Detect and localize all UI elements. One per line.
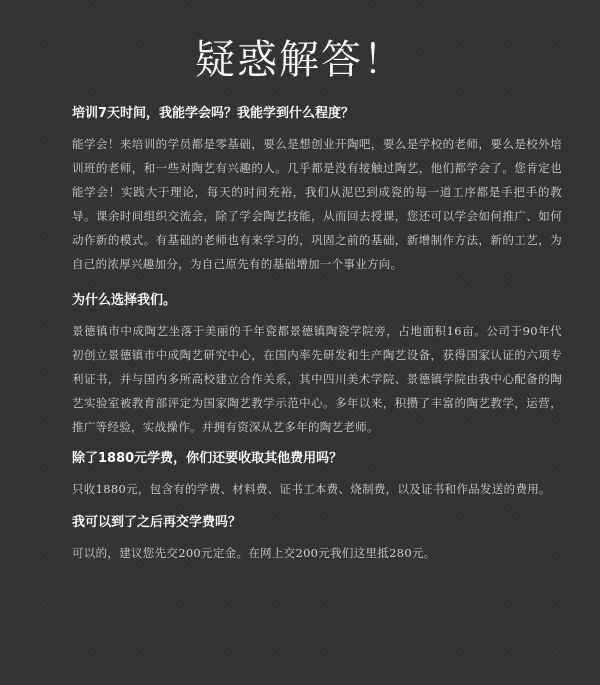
faq-item-pay-on-arrival (72, 513, 562, 565)
faq-question: 我可以到了之后再交学费吗？ (72, 515, 242, 530)
faq-answer: 能学会！来培训的学员都是零基础，要么是想创业开陶吧，要么是学校的老师，要么是校外培训班的老师，和一些对陶艺有兴趣的人。几乎都是没有接触过陶艺，他们都学会了。您肯定也能学会！实践大于理论，每天的时间充裕，我们从泥巴到成瓷的每一道工序都是手把手的教导。课余时间组织交流会，除了学会陶艺技能，从而回去授课，您还可以学会如何推广、如何动作新的模式。有基础的老师也有来学习的，巩固之前的基础，新增制作方法，新的工艺，为自己的浓厚兴趣加分，为自己原先有的基础增加一个事业方向。 (72, 137, 562, 271)
faq-item-why-choose-us (72, 291, 562, 439)
faq-item-training-duration (72, 104, 562, 276)
faq-question: 除了1880元学费，你们还要收取其他费用吗？ (72, 451, 343, 466)
faq-answer: 景德镇市中成陶艺坐落于美丽的千年瓷都景德镇陶瓷学院旁，占地面积16亩。公司于90年代初创立景德镇市中成陶艺研究中心，在国内率先研发和生产陶艺设备，获得国家认证的六项专利证书，并与国内多所高校建立合作关系，其中四川美术学院、景德镇学院由我中心配备的陶艺实验室被教育部评定为国家陶艺教学示范中心。多年以来，积攒了丰富的陶艺教学，运营，推广等经验，实战操作。并拥有资深从艺多年的陶艺老师。 (72, 324, 562, 434)
faq-answer: 只收1880元，包含有的学费、材料费、证书工本费、烧制费，以及证书和作品发送的费用。 (72, 482, 551, 496)
faq-question: 培训7天时间，我能学会吗？我能学到什么程度？ (72, 106, 355, 121)
page-title: 疑惑解答！ (195, 37, 405, 83)
faq-answer: 可以的，建议您先交200元定金。在网上交200元我们这里抵280元。 (72, 546, 436, 560)
faq-item-extra-fees (72, 449, 562, 501)
faq-question: 为什么选择我们。 (72, 293, 177, 308)
